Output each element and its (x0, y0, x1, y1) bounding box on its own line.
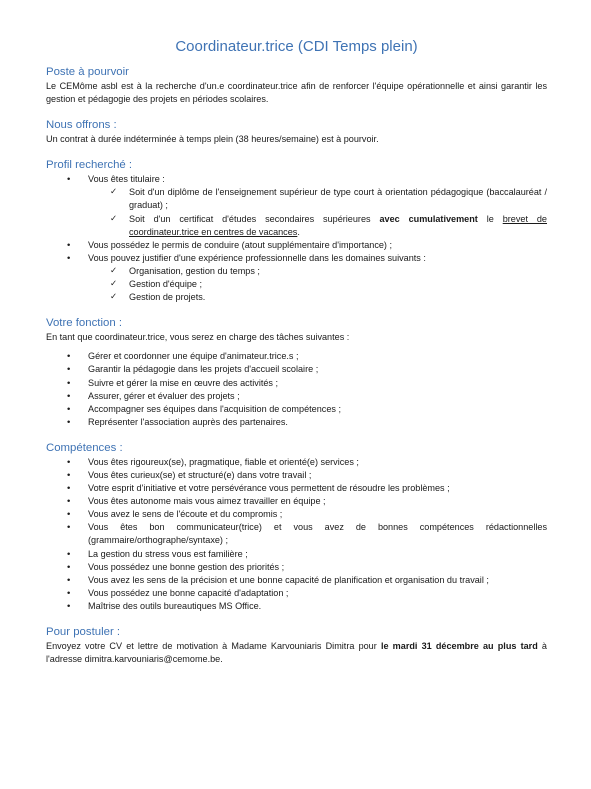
profil-list (46, 173, 547, 304)
list-item: • Votre esprit d'initiative et votre persévérance vous permettent de résoudre les problèmes ; (46, 482, 547, 495)
list-item: • Vous possédez le permis de conduire (atout supplémentaire d'importance) ; (46, 239, 547, 252)
list-item: • Vous pouvez justifier d'une expérience professionnelle dans les domaines suivants : (46, 252, 547, 265)
check-item-text: le (477, 213, 503, 224)
postuler-paragraph (46, 640, 547, 666)
emphasis-text: avec cumulativement (379, 213, 478, 224)
section-heading-fonction: Votre fonction : (46, 317, 122, 330)
list-item: • Vous possédez une bonne gestion des priorités ; (46, 561, 547, 574)
section-heading-offre: Nous offrons : (46, 119, 117, 132)
list-item: • Suivre et gérer la mise en œuvre des activités ; (46, 377, 547, 390)
document-title: Coordinateur.trice (CDI Temps plein) (175, 38, 418, 55)
list-item: • La gestion du stress vous est familière ; (46, 548, 547, 561)
list-item: • Vous êtes curieux(se) et structuré(e) dans votre travail ; (46, 469, 547, 482)
check-item-text: . (297, 226, 300, 237)
list-item: • Assurer, gérer et évaluer des projets ; (46, 390, 547, 403)
list-item: • Vous êtes bon communicateur(trice) et vous avez de bonnes compétences rédactionnelles (grammaire/orthographe/syntaxe) ; (46, 521, 547, 547)
list-item: • Vous avez le sens de l'écoute et du compromis ; (46, 508, 547, 521)
postuler-text: Envoyez votre CV et lettre de motivation à Madame Karvouniaris Dimitra pour (46, 641, 381, 651)
underlined-text: brevet de coordinateur.trice en centres de vacances (129, 213, 547, 237)
check-item-text: Soit d'un certificat d'études secondaires supérieures (129, 213, 380, 224)
list-item: • Vous possédez une bonne capacité d'adaptation ; (46, 587, 547, 600)
section-heading-profil: Profil recherché : (46, 159, 133, 172)
check-item: ✓ Soit d'un diplôme de l'enseignement supérieur de type court à orientation pédagogique (baccalauréat / graduat) ; (46, 186, 547, 212)
fonction-list (46, 350, 547, 429)
deadline-text: le mardi 31 décembre au plus tard (380, 641, 538, 651)
list-item: • Accompagner ses équipes dans l'acquisition de compétences ; (46, 403, 547, 416)
list-item: • Gérer et coordonner une équipe d'animateur.trice.s ; (46, 350, 547, 363)
list-item: • Vous êtes autonome mais vous aimez travailler en équipe ; (46, 495, 547, 508)
competences-list (46, 456, 547, 613)
check-item: ✓ Gestion de projets. (46, 291, 547, 304)
list-item: • Vous êtes titulaire : (46, 173, 547, 186)
list-item: • Maîtrise des outils bureautiques MS Office. (46, 600, 547, 613)
check-item (46, 213, 547, 239)
list-item: • Vous êtes rigoureux(se), pragmatique, fiable et orienté(e) services ; (46, 456, 547, 469)
section-heading-postuler: Pour postuler : (46, 626, 121, 638)
fonction-intro: En tant que coordinateur.trice, vous serez en charge des tâches suivantes : (46, 332, 350, 343)
list-item: • Vous avez les sens de la précision et une bonne capacité de planification et organisation du travail ; (46, 574, 547, 587)
check-item: ✓ Gestion d'équipe ; (46, 278, 547, 291)
poste-paragraph: Le CEMôme asbl est à la recherche d'un.e coordinateur.trice afin de renforcer l'équipe opérationnelle et ainsi garantir les gestion et pédagogie des projets en périodes scolaires. (46, 81, 547, 105)
offre-paragraph: Un contrat à durée indéterminée à temps plein (38 heures/semaine) est à pourvoir. (46, 134, 379, 145)
list-item: • Représenter l'association auprès des partenaires. (46, 416, 547, 429)
section-heading-competences: Compétences : (46, 441, 123, 454)
section-heading-poste: Poste à pourvoir (46, 66, 129, 78)
check-item: ✓ Organisation, gestion du temps ; (46, 265, 547, 278)
list-item: • Garantir la pédagogie dans les projets d'accueil scolaire ; (46, 363, 547, 376)
postuler-text: à l'adresse dimitra.karvouniaris@cemome.be. (46, 641, 547, 665)
